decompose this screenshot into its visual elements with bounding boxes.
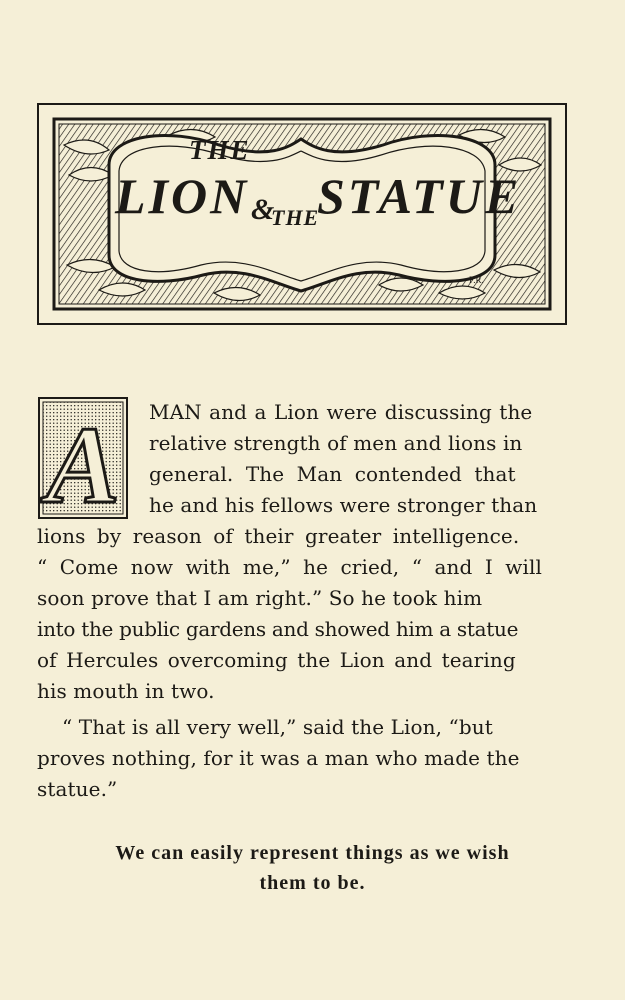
title-lion: LION bbox=[115, 168, 250, 224]
title-the: THE bbox=[189, 135, 251, 165]
moral-line-2: them to be. bbox=[259, 872, 366, 894]
text-line: of Hercules overcoming the Lion and tearing bbox=[37, 648, 516, 672]
text-line: into the public gardens and showed him a statue bbox=[37, 617, 519, 641]
svg-text:F.R.: F.R. bbox=[469, 275, 484, 285]
text-line: “ Come now with me,” he cried, “ and I will bbox=[37, 555, 543, 579]
title-the-small: THE bbox=[271, 205, 320, 230]
text-line: general. The Man contended that bbox=[149, 462, 516, 486]
title-plate bbox=[37, 103, 567, 325]
text-line: “ That is all very well,” said the Lion, “but bbox=[62, 715, 493, 739]
text-line: proves nothing, for it was a man who made the bbox=[37, 746, 520, 770]
drop-cap bbox=[38, 397, 128, 519]
text-line: lions by reason of their greater intelligence. bbox=[37, 524, 520, 548]
moral-line-1: We can easily represent things as we wish bbox=[115, 842, 510, 864]
title-statue: STATUE bbox=[317, 168, 522, 224]
drop-cap-letter: A bbox=[46, 404, 120, 519]
text-line: his mouth in two. bbox=[37, 679, 215, 703]
title-ampersand: & bbox=[251, 193, 275, 226]
title-lettering bbox=[39, 105, 565, 323]
text-line: soon prove that I am right.” So he took him bbox=[37, 586, 483, 610]
text-line: he and his fellows were stronger than bbox=[149, 493, 538, 517]
drop-cap-ornament bbox=[38, 397, 128, 519]
text-line: relative strength of men and lions in bbox=[149, 431, 523, 455]
text-line: MAN and a Lion were discussing the bbox=[149, 400, 533, 424]
text-line: statue.” bbox=[37, 777, 118, 801]
